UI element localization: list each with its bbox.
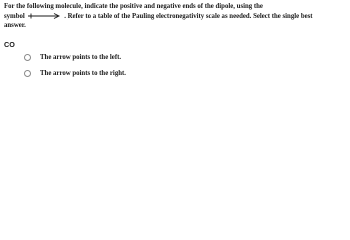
answer-option-left[interactable] [24,51,121,63]
radio-button-right[interactable] [24,70,31,77]
answer-option-right[interactable] [24,67,126,79]
question-prompt [4,2,346,31]
answer-label-left: The arrow points to the left. [40,53,122,61]
radio-button-left[interactable] [24,54,31,61]
answer-label-right: The arrow points to the right. [40,69,126,77]
prompt-symbol-word: symbol [4,12,25,20]
dipole-arrow-icon [27,12,61,20]
prompt-line-2-rest: . Refer to a table of the Pauling electronegativity scale as needed. Select the single best [64,12,313,20]
prompt-line-1: For the following molecule, indicate the positive and negative ends of the dipole, using the [4,3,263,10]
molecule-formula: CO [4,40,15,49]
prompt-line-2 [4,12,346,22]
prompt-line-3: answer. [4,22,26,29]
